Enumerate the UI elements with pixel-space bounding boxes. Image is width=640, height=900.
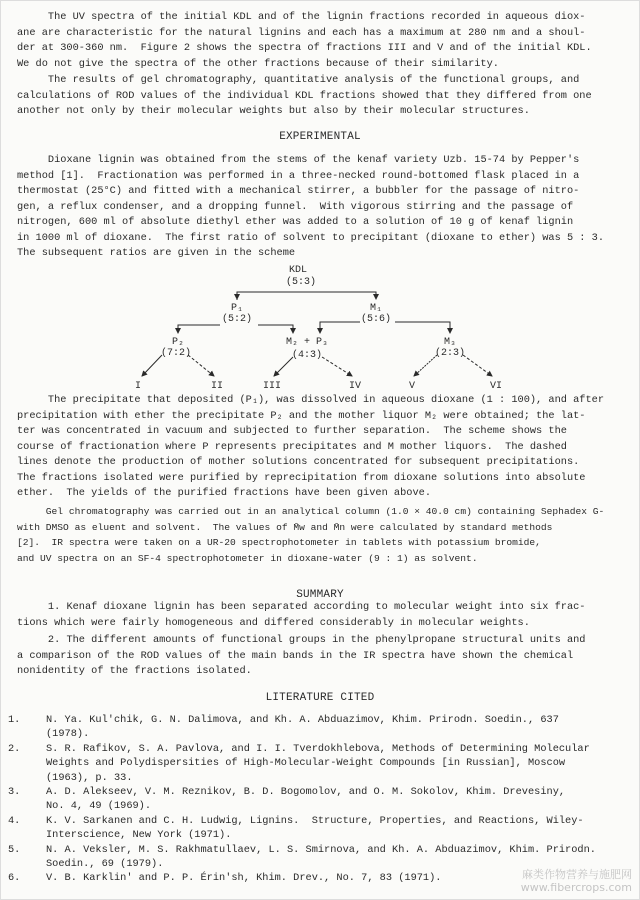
reference-number: 5. — [8, 843, 21, 856]
fraction-IV: IV — [348, 381, 362, 392]
text-line: The UV spectra of the initial KDL and of the lignin fractions recorded in aqueous diox- — [17, 11, 586, 23]
reference-text-line: Soedin., 69 (1979). — [46, 858, 164, 871]
text-line: nitrogen, 600 ml of absolute diethyl ether was added to a solution of 10 g of kenaf lignin — [17, 216, 574, 228]
reference-number: 1. — [8, 714, 21, 726]
fraction-V: V — [408, 381, 416, 392]
text-line: tions which were fairly homogeneous and differed considerably in molecular weights. — [17, 616, 530, 629]
text-line: course of fractionation where P represents precipitates and M mother liquors. The dashed — [17, 440, 567, 453]
text-line: nonidentity of the fractions isolated. — [17, 665, 252, 677]
reference-item — [8, 713, 628, 742]
text-line: and UV spectra on an SF-4 spectrophotometer in dioxane-water (9 : 1) as solvent. — [17, 552, 478, 564]
text-line: in 1000 ml of dioxane. The first ratio of solvent to precipitant (dioxane to ether) was 5 : 3. — [17, 231, 605, 244]
reference-item — [8, 742, 628, 785]
fraction-III: III — [262, 381, 282, 392]
reference-text-line: S. R. Rafikov, S. A. Pavlova, and I. I. Tverdokhlebova, Methods of Determining Molecular — [46, 742, 590, 755]
reference-list — [8, 713, 628, 886]
text-line: Dioxane lignin was obtained from the stems of the kenaf variety Uzb. 15-74 by Pepper's — [17, 154, 580, 166]
m1-to-p3-line — [320, 322, 360, 333]
fraction-I: I — [134, 381, 142, 392]
text-line: gen, a reflux condenser, and a dropping funnel. With vigorous stirring and the passage of — [17, 200, 574, 213]
fraction-II: II — [210, 381, 224, 392]
heading-summary: SUMMARY — [296, 589, 344, 601]
text-line: method [1]. Fractionation was performed in a three-necked round-bottomed flask placed in a — [17, 169, 580, 182]
paragraph-gel-method — [17, 504, 623, 566]
watermark-url: www.fibercrops.com — [520, 881, 632, 894]
node-m1: M₁ — [369, 303, 383, 314]
reference-number: 3. — [8, 786, 21, 799]
text-line: another not only by their molecular weights but also by their molecular structures. — [17, 105, 530, 117]
node-p2-ratio: (7:2) — [160, 348, 192, 359]
node-m2-p3-ratio: (4:3) — [291, 350, 323, 361]
text-line: 2. The different amounts of functional groups in the phenylpropane structural units and — [17, 634, 586, 646]
text-line: We do not give the spectra of the other fractions because of their similarity. — [17, 57, 499, 70]
arrow-to-II — [188, 355, 214, 376]
heading-experimental: EXPERIMENTAL — [279, 131, 361, 143]
reference-text-line: Interscience, New York (1971). — [46, 829, 232, 842]
text-line: thermostat (25°C) and fitted with a mechanical stirrer, a bubbler for the passage of nitro- — [17, 185, 580, 197]
text-line: Gel chromatography was carried out in an analytical column (1.0 × 40.0 cm) containing Sephadex G- — [17, 506, 605, 517]
node-p2: P₂ — [171, 337, 185, 348]
paragraph-precipitate — [17, 393, 623, 502]
text-line: ane are characteristic for the natural lignins and each has a maximum at 280 nm and a shoul- — [17, 26, 586, 39]
root-split-line — [237, 292, 376, 300]
text-line: precipitation with ether the precipitate P₂ and the mother liquor M₂ were obtained; the lat- — [17, 409, 586, 422]
arrow-to-V — [414, 355, 437, 376]
text-line: with DMSO as eluent and solvent. The values of M̄w and M̄n were calculated by standard methods — [17, 521, 553, 533]
node-p1: P₁ — [230, 303, 244, 314]
node-m3: M₃ — [443, 337, 457, 348]
text-line: The precipitate that deposited (P₁), was dissolved in aqueous dioxane (1 : 100), and after — [17, 394, 605, 406]
arrow-to-III — [274, 357, 293, 376]
heading-literature-cited: LITERATURE CITED — [265, 692, 375, 704]
text-line: calculations of ROD values of the individual KDL fractions showed that they differed from one — [17, 89, 592, 102]
text-line: lines denote the production of mother solutions concentrated for subsequent precipitations. — [17, 456, 580, 468]
reference-text-line: (1963), p. 33. — [46, 771, 133, 784]
reference-item — [8, 785, 628, 814]
watermark-chinese: 麻类作物营养与施肥网 — [522, 868, 632, 881]
text-line: ter was concentrated in vacuum and subjected to further separation. The scheme shows the — [17, 425, 567, 437]
node-m2-p3: M₂ + P₃ — [285, 337, 329, 348]
reference-text-line: V. B. Karklin' and P. P. Érin'sh, Khim. Drev., No. 7, 83 (1971). — [46, 872, 442, 885]
text-line: The results of gel chromatography, quantitative analysis of the functional groups, and — [17, 74, 580, 86]
text-line: The subsequent ratios are given in the scheme — [17, 247, 296, 259]
reference-text-line: (1978). — [46, 728, 90, 741]
node-kdl-ratio: (5:3) — [285, 277, 317, 288]
reference-text-line: A. D. Alekseev, V. M. Reznikov, B. D. Bogomolov, and O. M. Sokolov, Khim. Drevesiny, — [46, 786, 566, 799]
node-m1-ratio: (5:6) — [360, 314, 392, 325]
reference-number: 6. — [8, 872, 21, 885]
arrow-to-VI — [463, 355, 492, 376]
node-m3-ratio: (2:3) — [434, 348, 466, 359]
summary-item-1 — [17, 600, 623, 631]
text-line: [2]. IR spectra were taken on a UR-20 spectrophotometer in tablets with potassium bromide, — [17, 537, 541, 548]
reference-number: 4. — [8, 814, 21, 827]
reference-text-line: N. Ya. Kul'chik, G. N. Dalimova, and Kh. A. Abduazimov, Khim. Prirodn. Soedin., 637 — [46, 714, 559, 726]
text-line: der at 300-360 nm. Figure 2 shows the spectra of fractions III and V and of the initial KDL. — [17, 42, 592, 54]
p1-to-p2-line — [178, 325, 220, 333]
reference-text-line: Weights and Polydispersities of High-Molecular-Weight Compounds [in Russian], Moscow — [46, 757, 566, 770]
m1-to-m3-line — [395, 322, 450, 333]
node-p1-ratio: (5:2) — [221, 314, 253, 325]
text-line: a comparison of the ROD values of the main bands in the IR spectra have shown the chemical — [17, 649, 574, 662]
arrow-to-I — [142, 355, 162, 376]
reference-text-line: No. 4, 49 (1969). — [46, 800, 152, 813]
reference-item — [8, 814, 628, 843]
p1-to-m2-line — [258, 325, 293, 333]
text-line: 1. Kenaf dioxane lignin has been separated according to molecular weight into six frac- — [17, 601, 586, 613]
reference-text-line: N. A. Veksler, M. S. Rakhmatullaev, L. S. Smirnova, and Kh. A. Abduazimov, Khim. Prirodn. — [46, 843, 596, 856]
text-line: ether. The yields of the purified fractions have been given above. — [17, 487, 432, 499]
node-kdl: KDL — [288, 265, 308, 276]
reference-number: 2. — [8, 742, 21, 755]
summary-item-2 — [17, 633, 623, 680]
text-line: The fractions isolated were purified by reprecipitation from dioxane solutions into absolute — [17, 471, 586, 484]
arrow-to-IV — [322, 357, 352, 376]
fraction-VI: VI — [489, 381, 503, 392]
reference-text-line: K. V. Sarkanen and C. H. Ludwig, Lignins. Structure, Properties, and Reactions, Wiley- — [46, 814, 584, 827]
